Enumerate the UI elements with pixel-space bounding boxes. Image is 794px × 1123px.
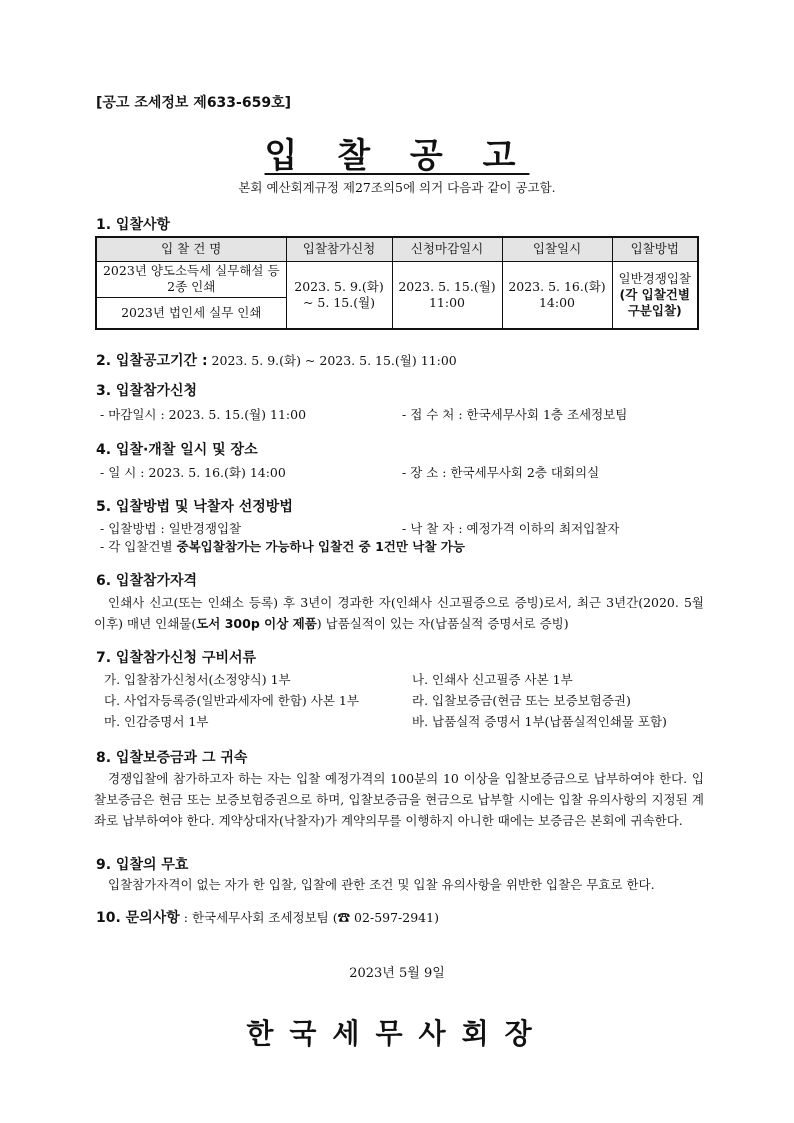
- opening-datetime: - 일 시 : 2023. 5. 16.(화) 14:00: [100, 465, 286, 480]
- doc-item-ra: 라. 입찰보증금(현금 또는 보증보험증권): [412, 693, 631, 708]
- intro-text: 본회 예산회계규정 제27조의5에 의거 다음과 같이 공고함.: [238, 180, 556, 195]
- section-9-heading: 9. 입찰의 무효: [96, 857, 189, 873]
- duplicate-note-prefix: - 각 입찰건별: [100, 539, 177, 554]
- section-4-heading: 4. 입찰·개찰 일시 및 장소: [96, 442, 258, 458]
- table-row: [96, 261, 698, 297]
- header-bid-date: 입찰일시: [502, 237, 612, 261]
- doc-item-ma: 마. 인감증명서 1부: [104, 714, 209, 729]
- notice-date: 2023년 5월 9일: [349, 966, 445, 981]
- title-text: 입 찰 공 고: [264, 136, 530, 176]
- invalid-bid-text: 입찰참가자격이 없는 자가 한 입찰, 입찰에 관한 조건 및 입찰 유의사항을 위반한 입찰은 무효로 한다.: [108, 877, 655, 892]
- item-1-name: 2023년 양도소득세 실무해설 등 2종 인쇄: [96, 261, 286, 297]
- doc-item-da: 다. 사업자등록증(일반과세자에 한함) 사본 1부: [104, 693, 359, 708]
- qualification-text: [94, 592, 704, 634]
- doc-item-ba: 바. 납품실적 증명서 1부(납품실적인쇄물 포함): [412, 714, 667, 729]
- opening-place: - 장 소 : 한국세무사회 2층 대회의실: [402, 465, 600, 480]
- deposit-text: 경쟁입찰에 참가하고자 하는 자는 입찰 예정가격의 100분의 10 이상을 입찰보증금으로 납부하여야 한다. 입찰보증금은 현금 또는 보증보험증권으로 하며, 입찰보증금을 현금으로 납부할 시에는 입찰 유의사항의 지정된 계좌로 납부하여야 한다. 계약상대자(낙찰자)가 계약의무를 이행하지 아니한 때에는 보증금은 본회에 귀속한다.: [94, 771, 704, 828]
- deadline-date: 2023. 5. 15.(월): [398, 278, 496, 294]
- notice-number: [공고 조세정보 제633-659호]: [96, 95, 291, 111]
- section-2-heading: 2. 입찰공고기간 :: [96, 353, 208, 369]
- qualification-part-c: ) 납품실적이 있는 자(납품실적 증명서로 증빙): [316, 616, 569, 631]
- deadline: [392, 261, 502, 329]
- header-method: 입찰방법: [612, 237, 698, 261]
- bid-items-table: [95, 236, 699, 330]
- apply-end: ~ 5. 15.(월): [302, 294, 376, 310]
- header-deadline: 신청마감일시: [392, 237, 502, 261]
- bid-method-line: - 입찰방법 : 일반경쟁입찰: [100, 521, 242, 536]
- section-7-heading: 7. 입찰참가신청 구비서류: [96, 650, 257, 666]
- method-note: (각 입찰건별 구분입찰): [619, 286, 690, 318]
- header-item-name: 입 찰 건 명: [96, 237, 286, 261]
- bid-date: 2023. 5. 16.(화): [508, 278, 606, 294]
- item-2-name: 2023년 법인세 실무 인쇄: [96, 297, 286, 329]
- section-6-heading: 6. 입찰참가자격: [96, 573, 198, 589]
- section-10: [96, 907, 439, 927]
- qualification-part-a: 인쇄사 신고(또는 인쇄소 등록) 후 3년이 경과한 자(인쇄사 신고필증으로 증빙)로서, 최근 3년간(2020. 5월 이후) 매년 인쇄물(: [94, 595, 704, 631]
- page-title: [0, 128, 794, 177]
- section-8-heading: 8. 입찰보증금과 그 귀속: [96, 750, 248, 766]
- contact-info: : 한국세무사회 조세정보팀 (☎ 02-597-2941): [179, 910, 439, 925]
- signature: 한국세무사회장: [246, 1017, 548, 1050]
- doc-item-na: 나. 인쇄사 신고필증 사본 1부: [412, 672, 573, 687]
- apply-start: 2023. 5. 9.(화): [294, 278, 384, 294]
- bid-time: 14:00: [538, 294, 576, 310]
- winner-selection: - 낙 찰 자 : 예정가격 이하의 최저입찰자: [402, 521, 620, 536]
- table-header-row: [96, 237, 698, 261]
- section-10-heading: 10. 문의사항: [96, 910, 180, 926]
- duplicate-note-bold: 중복입찰참가는 가능하나 입찰건 중 1건만 낙찰 가능: [176, 539, 465, 554]
- qualification-bold: 도서 300p 이상 제품: [196, 616, 317, 631]
- section-1-heading: 1. 입찰사항: [96, 217, 171, 233]
- apply-deadline: - 마감일시 : 2023. 5. 15.(월) 11:00: [100, 407, 307, 422]
- doc-item-ga: 가. 입찰참가신청서(소정양식) 1부: [104, 672, 291, 687]
- apply-period: [286, 261, 392, 329]
- apply-place: - 접 수 처 : 한국세무사회 1층 조세정보팀: [402, 407, 628, 422]
- section-2: [96, 350, 457, 370]
- deadline-time: 11:00: [428, 294, 466, 310]
- section-3-heading: 3. 입찰참가신청: [96, 383, 198, 399]
- method-type: 일반경쟁입찰: [618, 270, 691, 286]
- section-5-heading: 5. 입찰방법 및 낙찰자 선정방법: [96, 499, 293, 515]
- notice-period: 2023. 5. 9.(화) ~ 2023. 5. 15.(월) 11:00: [207, 353, 457, 368]
- bid-method: [612, 261, 698, 329]
- bid-datetime: [502, 261, 612, 329]
- header-apply: 입찰참가신청: [286, 237, 392, 261]
- duplicate-bid-note: [100, 537, 465, 555]
